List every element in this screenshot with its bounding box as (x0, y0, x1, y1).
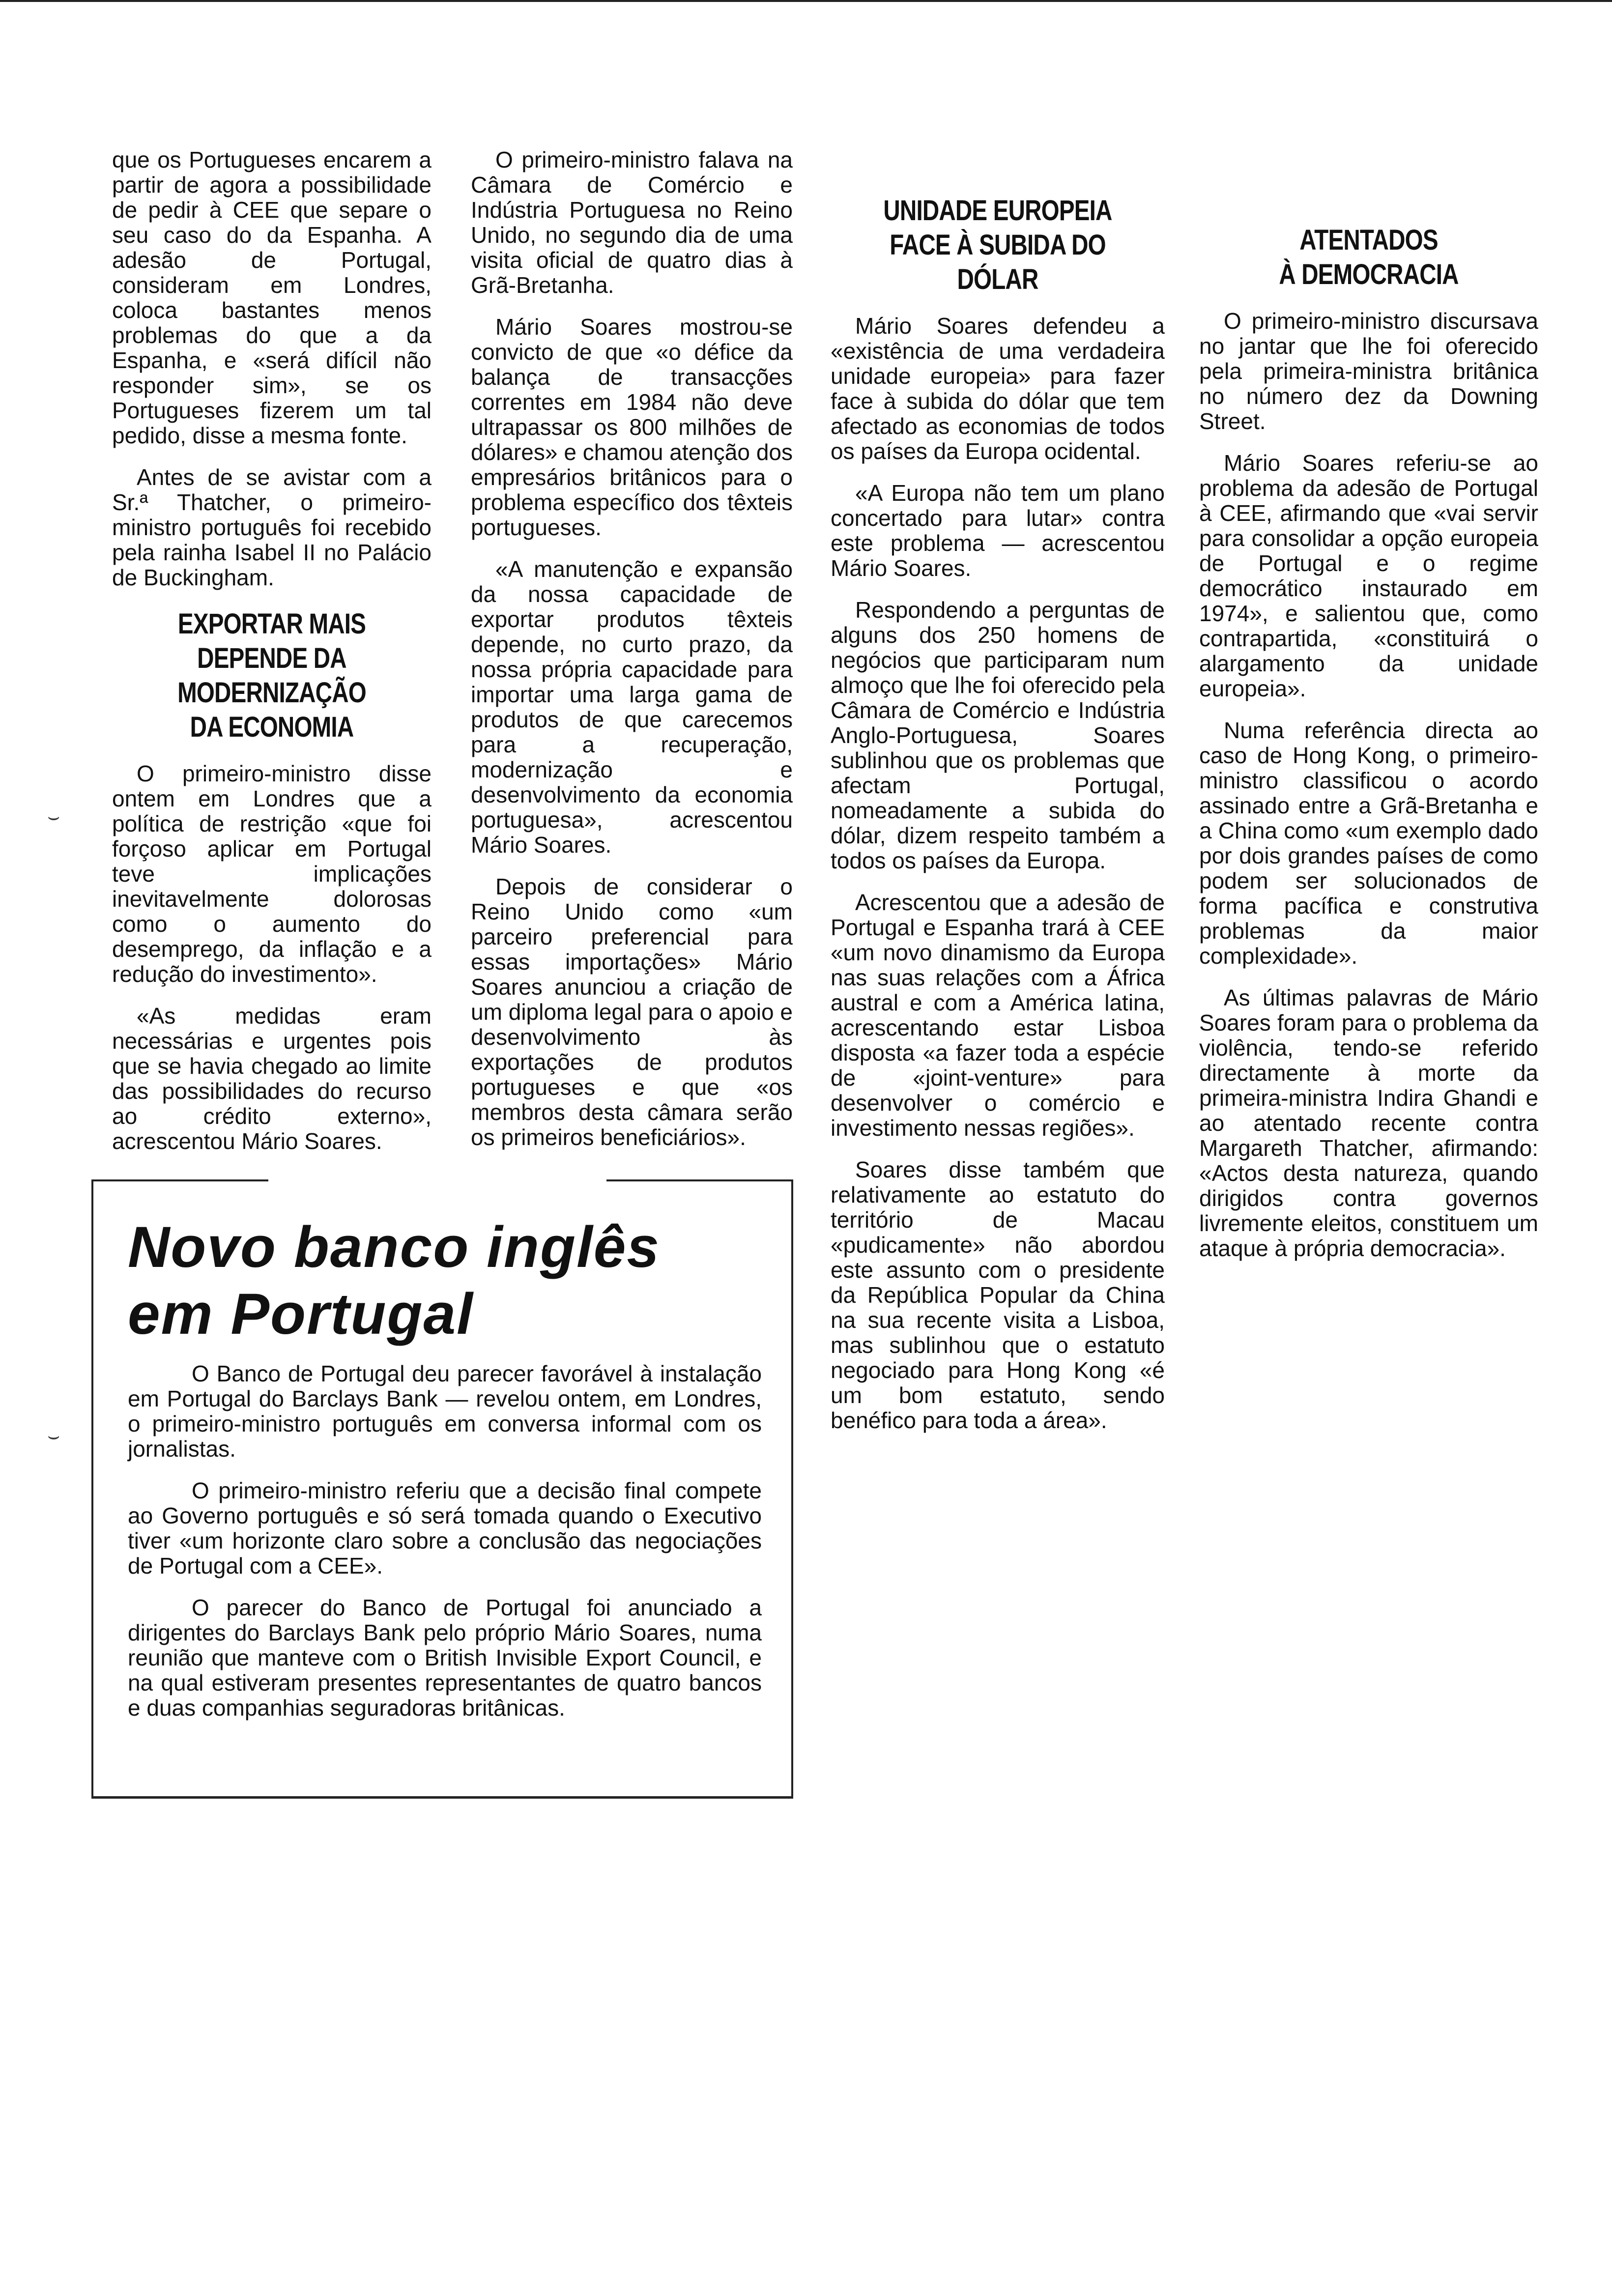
col2-paragraph-4: Depois de considerar o Reino Unido como «um parceiro preferencial para essas importações» Mário Soares anunciou a criação de um diploma legal para o apoio e desenvolvimento às exportações de produtos portugueses e que «os membros desta câmara serão os primeiros beneficiários». (471, 874, 793, 1150)
col4-subheading-line-1: ATENTADOS (1299, 224, 1438, 256)
col1-subheading-line-1: EXPORTAR MAIS (177, 608, 366, 640)
box-top-rule-right (606, 1179, 793, 1181)
boxed-article (91, 1179, 793, 1799)
col1-paragraph-4: «As medidas eram necessárias e urgentes pois que se havia chegado ao limite das possibilidades do recurso ao crédito externo», acrescentou Mário Soares. (112, 1003, 432, 1154)
col3-subheading-line-2: FACE À SUBIDA DO DÓLAR (890, 229, 1106, 295)
col2-paragraph-2: Mário Soares mostrou-se convicto de que «o défice da balança de transacções correntes em 1984 não deve ultrapassar os 800 milhões de dólares» e chamou atenção dos empresários britânicos para o problema específico dos têxteis portugueses. (471, 314, 793, 540)
article-column-2 (471, 147, 793, 1167)
col2-paragraph-1: O primeiro-ministro falava na Câmara de Comércio e Indústria Portuguesa no Reino Unido, no segundo dia de uma visita oficial de quatro dias à Grã-Bretanha. (471, 147, 793, 298)
col3-paragraph-4: Acrescentou que a adesão de Portugal e Espanha trará à CEE «um novo dinamismo da Europa nas suas relações com a África austral e com a América latina, acrescentando estar Lisboa disposta «a fazer toda a espécie de «joint-venture» para desenvolver o comércio e investimento nessas regiões». (831, 890, 1165, 1141)
col3-paragraph-1: Mário Soares defendeu a «existência de uma verdadeira unidade europeia» para fazer face à subida do dólar que tem afectado as economias de todos os países da Europa ocidental. (831, 313, 1165, 464)
boxed-article-headline (128, 1214, 767, 1348)
article-column-4 (1199, 211, 1538, 1278)
article-column-3 (831, 182, 1165, 1450)
scan-margin-mark-1: ⌣ (47, 806, 60, 828)
col1-paragraph-1: que os Portugueses encarem a partir de agora a possibilidade de pedir à CEE que separe o seu caso do da Espanha. A adesão de Portugal, consideram em Londres, coloca bastantes menos problemas do que a da Espanha, e «será difícil não responder sim», se os Portugueses fizerem um tal pedido, disse a mesma fonte. (112, 147, 432, 448)
boxed-article-paragraph-3: O parecer do Banco de Portugal foi anunciado a dirigentes do Barclays Bank pelo próprio Mário Soares, numa reunião que manteve com o British Invisible Export Council, e na qual estiveram presentes representantes de quatro bancos e duas companhias seguradoras britânicas. (128, 1595, 762, 1721)
col1-paragraph-3: O primeiro-ministro disse ontem em Londres que a política de restrição «que foi forçoso aplicar em Portugal teve implicações inevitavelmente dolorosas como o aumento do desemprego, da inflação e a redução do investimento». (112, 761, 432, 987)
scan-margin-mark-2: ⌣ (47, 1425, 60, 1447)
col4-paragraph-1: O primeiro-ministro discursava no jantar que lhe foi oferecido pela primeira-ministra britânica no número dez da Downing Street. (1199, 308, 1538, 434)
boxed-article-headline-line-1: Novo banco inglês (128, 1215, 661, 1280)
box-top-rule-left (91, 1179, 268, 1181)
boxed-article-paragraph-1: O Banco de Portugal deu parecer favorável à instalação em Portugal do Barclays Bank — revelou ontem, em Londres, o primeiro-ministro português em conversa informal com os jornalistas. (128, 1361, 762, 1462)
col3-paragraph-5: Soares disse também que relativamente ao estatuto do território de Macau «pudicamente» não abordou este assunto com o presidente da República Popular da China na sua recente visita a Lisboa, mas sublinhou que o estatuto negociado para Hong Kong «é um bom estatuto, sendo benéfico para toda a área». (831, 1157, 1165, 1433)
col4-paragraph-3: Numa referência directa ao caso de Hong Kong, o primeiro-ministro classificou o acordo assinado entre a Grã-Bretanha e a China como «um exemplo dado por dois grandes países de como podem ser solucionados de forma pacífica e construtiva problemas da maior complexidade». (1199, 718, 1538, 969)
col4-subheading-line-2: À DEMOCRACIA (1279, 258, 1459, 290)
article-column-1 (112, 147, 432, 1171)
col4-paragraph-2: Mário Soares referiu-se ao problema da adesão de Portugal à CEE, afirmando que «vai servir para consolidar a opção europeia de Portugal e o regime democrático instaurado em 1974», e salientou que, como contrapartida, «constituirá o alargamento da unidade europeia». (1199, 450, 1538, 701)
col1-subheading-line-2: DEPENDE DA MODERNIZAÇÃO (177, 642, 366, 709)
col1-subheading-line-3: DA ECONOMIA (190, 711, 354, 743)
col3-subheading (861, 194, 1135, 297)
col3-paragraph-3: Respondendo a perguntas de alguns dos 250 homens de negócios que participaram num almoço que lhe foi oferecido pela Câmara de Comércio e Indústria Anglo-Portuguesa, Soares sublinhou que os problemas que afectam Portugal, nomeadamente a subida do dólar, dizem respeito também a todos os países da Europa. (831, 597, 1165, 873)
boxed-article-body (128, 1361, 762, 1737)
col4-paragraph-4: As últimas palavras de Mário Soares foram para o problema da violência, tendo-se referido directamente à morte da primeira-ministra Indira Ghandi e ao atentado recente contra Margareth Thatcher, afirmando: «Actos desta natureza, quando dirigidos contra governos livremente eleitos, constituem um ataque à própria democracia». (1199, 985, 1538, 1261)
col3-paragraph-2: «A Europa não tem um plano concertado para lutar» contra este problema — acrescentou Mário Soares. (831, 480, 1165, 581)
boxed-article-paragraph-2: O primeiro-ministro referiu que a decisão final compete ao Governo português e só será tomada quando o Executivo tiver «um horizonte claro sobre a conclusão das negociações de Portugal com a CEE». (128, 1478, 762, 1578)
boxed-article-headline-line-2: em Portugal (128, 1282, 474, 1347)
page-top-rule (0, 0, 1612, 5)
col4-subheading (1230, 223, 1508, 292)
col2-paragraph-3: «A manutenção e expansão da nossa capacidade de exportar produtos têxteis depende, no curto prazo, da nossa própria capacidade para importar uma larga gama de produtos de que carecemos para a recuperação, modernização e desenvolvimento da economia portuguesa», acrescentou Mário Soares. (471, 556, 793, 858)
col3-subheading-line-1: UNIDADE EUROPEIA (883, 195, 1112, 227)
col1-subheading (141, 607, 403, 745)
col1-paragraph-2: Antes de se avistar com a Sr.ª Thatcher, o primeiro-ministro português foi recebido pela rainha Isabel II no Palácio de Buckingham. (112, 464, 432, 590)
